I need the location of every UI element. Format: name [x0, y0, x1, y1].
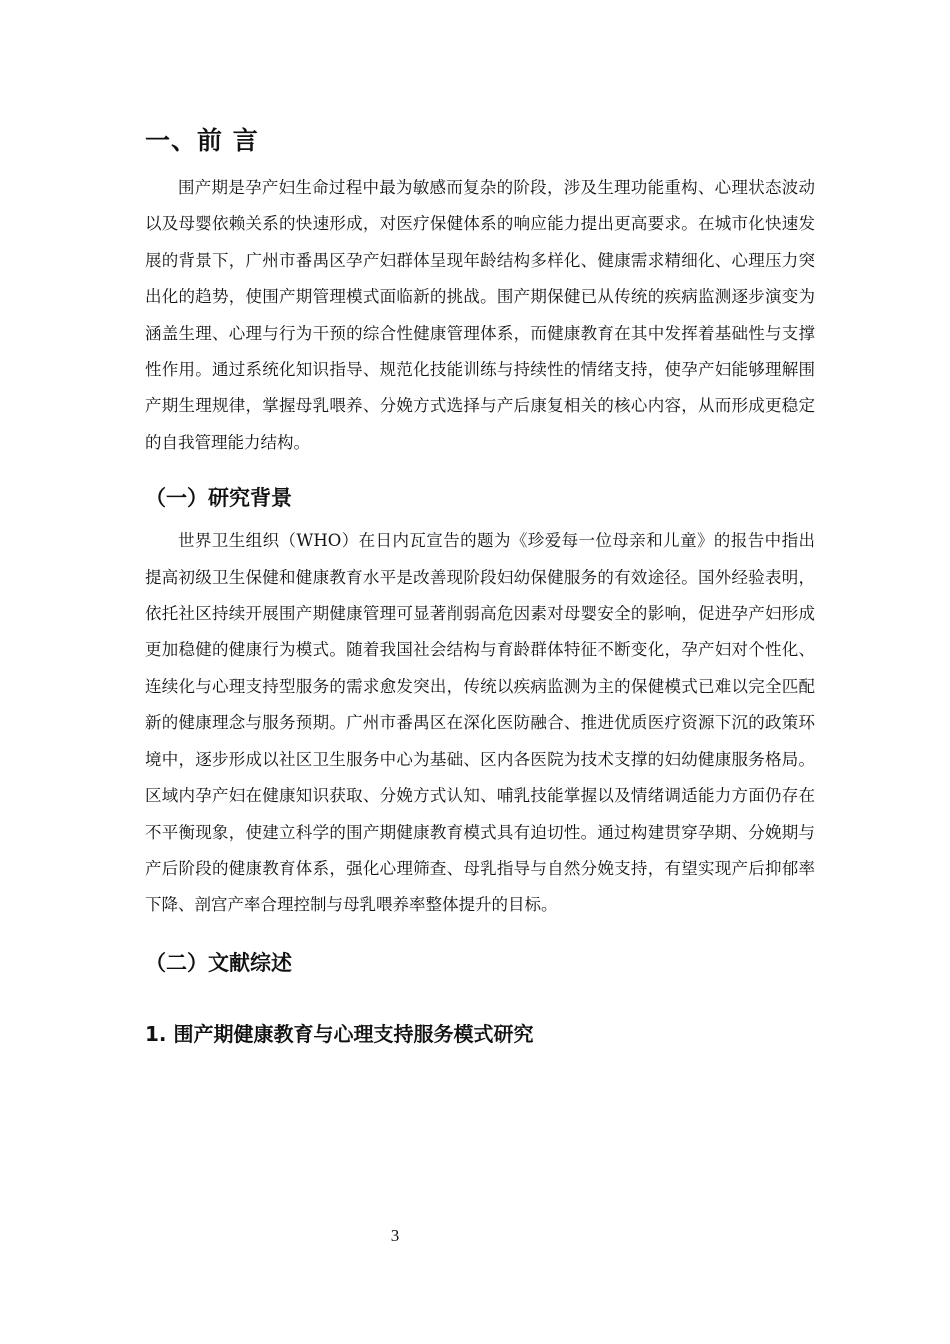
- subsubsection-heading-1: 1. 围产期健康教育与心理支持服务模式研究: [145, 1021, 534, 1046]
- section-heading-preface: 一、前 言: [145, 126, 259, 155]
- subsection-heading-background: （一）研究背景: [145, 486, 292, 511]
- page-content: [145, 122, 815, 1050]
- page-number: 3: [390, 1226, 400, 1245]
- subsection-heading-literature-review: （二）文献综述: [145, 950, 292, 975]
- background-paragraph: 世界卫生组织（WHO）在日内瓦宣告的题为《珍爱每一位母亲和儿童》的报告中指出提高初级卫生保健和健康教育水平是改善现阶段妇幼保健服务的有效途径。国外经验表明，依托社区持续开展围产期健康管理可显著削弱高危因素对母婴安全的影响，促进孕产妇形成更加稳健的健康行为模式。随着我国社会结构与育龄群体特征不断变化，孕产妇对个性化、连续化与心理支持型服务的需求愈发突出，传统以疾病监测为主的保健模式已难以完全匹配新的健康理念与服务预期。广州市番禺区在深化医防融合、推进优质医疗资源下沉的政策环境中，逐步形成以社区卫生服务中心为基础、区内各医院为技术支撑的妇幼健康服务格局。区域内孕产妇在健康知识获取、分娩方式认知、哺乳技能掌握以及情绪调适能力方面仍存在不平衡现象，使建立科学的围产期健康教育模式具有迫切性。通过构建贯穿孕期、分娩期与产后阶段的健康教育体系，强化心理筛查、母乳指导与自然分娩支持，有望实现产后抑郁率下降、剖宫产率合理控制与母乳喂养率整体提升的目标。: [145, 531, 815, 915]
- preface-paragraph: 围产期是孕产妇生命过程中最为敏感而复杂的阶段，涉及生理功能重构、心理状态波动以及母婴依赖关系的快速形成，对医疗保健体系的响应能力提出更高要求。在城市化快速发展的背景下，广州市番禺区孕产妇群体呈现年龄结构多样化、健康需求精细化、心理压力突出化的趋势，使围产期管理模式面临新的挑战。围产期保健已从传统的疾病监测逐步演变为涵盖生理、心理与行为干预的综合性健康管理体系，而健康教育在其中发挥着基础性与支撑性作用。通过系统化知识指导、规范化技能训练与持续性的情绪支持，使孕产妇能够理解围产期生理规律，掌握母乳喂养、分娩方式选择与产后康复相关的核心内容，从而形成更稳定的自我管理能力结构。: [145, 178, 815, 452]
